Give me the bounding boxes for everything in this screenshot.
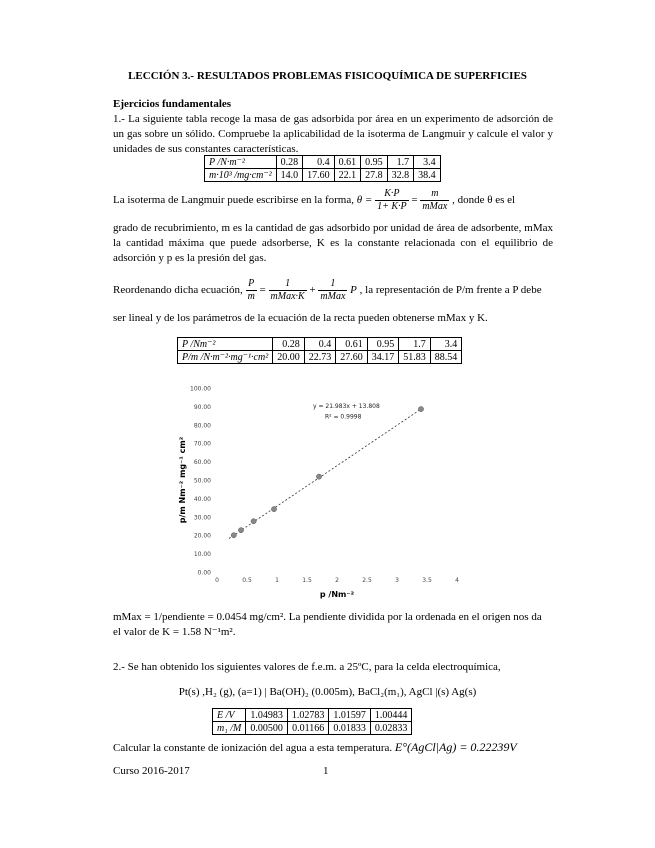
table-cell: 0.61 [336, 338, 368, 351]
eq2-plus: + [309, 284, 316, 297]
result-line-1: mMax = 1/pendiente = 0.0454 mg/cm². La pendiente dividida por la ordenada en el origen nos da [113, 611, 542, 623]
table-cell: 17.60 [303, 169, 335, 182]
table-cell: 0.01166 [287, 722, 329, 735]
eq2-var: P [350, 284, 357, 297]
table-cell: 3.4 [430, 338, 462, 351]
ex2-question-line [113, 740, 553, 755]
table-row [178, 338, 462, 351]
table-cell: 88.54 [430, 351, 462, 364]
y-tick-label: 60.00 [193, 459, 211, 467]
eq2-num2: 1 [269, 278, 307, 291]
y-tick-label: 70.00 [193, 440, 211, 448]
table-adsorption [204, 155, 441, 182]
page-number: 1 [323, 765, 329, 777]
r-squared: R² = 0.9998 [325, 413, 362, 421]
data-point [238, 528, 243, 533]
table-cell: 0.95 [367, 338, 399, 351]
eq2-num1: P [246, 278, 257, 291]
eq2-fraction-c [318, 278, 347, 303]
page-title: LECCIÓN 3.- RESULTADOS PROBLEMAS FISICOQUÍMICA DE SUPERFICIES [128, 70, 527, 82]
row-label: m₁ /M [213, 722, 246, 735]
trendline-equation: y = 21.983x + 13.808 [313, 403, 380, 411]
table-cell: 14.0 [276, 169, 303, 182]
table-row [213, 709, 412, 722]
table-cell: 1.00444 [370, 709, 412, 722]
table-cell: 0.4 [304, 338, 336, 351]
y-tick-label: 40.00 [193, 495, 211, 503]
data-point [271, 507, 276, 512]
result-line-2: el valor de K = 1.58 N⁻¹m². [113, 626, 236, 638]
eq1-den2: mMax [422, 201, 448, 212]
x-tick-label: 2 [335, 577, 339, 584]
data-point [251, 519, 256, 524]
x-tick-label: 3.5 [422, 577, 432, 584]
table-cell: 27.60 [336, 351, 368, 364]
e0-value: E°(AgCl|Ag) = 0.22239V [394, 740, 517, 754]
row-label: P /N·m⁻² [205, 156, 277, 169]
table-cell: 1.04983 [246, 709, 288, 722]
table-row [178, 351, 462, 364]
row-label: P/m /N·m⁻²·mg⁻¹·cm² [178, 351, 273, 364]
y-axis-label: p/m Nm⁻² mg⁻¹ cm² [178, 436, 187, 524]
ex1-intro: 1.- La siguiente tabla recoge la masa de gas adsorbida por área en un experimento de adsorción de un gas sobre un sólido. Compruebe la aplicabilidad de la isoterma de Langmuir y calcule el valor y unidades de sus constantes características. [113, 113, 553, 155]
langmuir-line [113, 188, 553, 213]
table-cell: 32.8 [387, 169, 414, 182]
data-point [418, 406, 423, 411]
x-axis-label: p /Nm⁻² [319, 590, 355, 599]
eq1-fraction-a [375, 188, 409, 213]
data-point [316, 474, 321, 479]
x-tick-label: 1.5 [302, 577, 312, 584]
table-cell: 1.7 [399, 338, 431, 351]
eq2-num3: 1 [318, 278, 347, 291]
eq2-fraction-a [246, 278, 257, 303]
eq2-den2: mMax·K [270, 291, 305, 302]
x-tick-label: 3 [395, 577, 399, 584]
table-cell: 22.73 [304, 351, 336, 364]
table-cell: 0.02833 [370, 722, 412, 735]
y-tick-label: 10.00 [193, 551, 211, 559]
y-tick-label: 0.00 [197, 569, 211, 577]
x-tick-label: 1 [275, 577, 279, 584]
table-cell: 0.00500 [246, 722, 288, 735]
table-row [205, 156, 441, 169]
table-cell: 22.1 [334, 169, 361, 182]
table-linearized [177, 337, 462, 364]
table-cell: 20.00 [273, 351, 305, 364]
table-cell: 0.28 [276, 156, 303, 169]
cell-notation: Pt(s) ,H₂ (g), (a=1) | Ba(OH)₂ (0.005m), BaCl₂(m₁), AgCl |(s) Ag(s) [178, 686, 477, 698]
table-row [205, 169, 441, 182]
eq2-fraction-b [269, 278, 307, 303]
reorder-tail: , la representación de P/m frente a P debe [359, 284, 542, 297]
row-label: m·10³ /mg·cm⁻² [205, 169, 277, 182]
footer-course: Curso 2016-2017 [113, 765, 190, 777]
table-cell: 0.28 [273, 338, 305, 351]
table-cell: 51.83 [399, 351, 431, 364]
x-tick-label: 4 [455, 577, 459, 584]
y-tick-label: 30.00 [193, 514, 211, 522]
table-cell: 38.4 [414, 169, 441, 182]
trendline [229, 407, 424, 538]
data-point [231, 533, 236, 538]
langmuir-lead: La isoterma de Langmuir puede escribirse en la forma, [113, 194, 354, 207]
y-tick-label: 50.00 [193, 477, 211, 485]
table-row [213, 722, 412, 735]
row-label: E /V [213, 709, 246, 722]
eq1-fraction-b [420, 188, 449, 213]
x-tick-label: 2.5 [362, 577, 372, 584]
langmuir-chart [165, 378, 475, 608]
table-cell: 1.01597 [329, 709, 371, 722]
langmuir-legend: grado de recubrimiento, m es la cantidad de gas adsorbido por unidad de área de adsorbente, mMax la cantidad máxima que puede adsorberse, K es la constante relacionada con el equilibrio de adsorción y p es la presión del gas. [113, 222, 553, 264]
y-tick-label: 20.00 [193, 532, 211, 540]
table-cell: 0.95 [361, 156, 388, 169]
table-cell: 0.4 [303, 156, 335, 169]
table-cell: 0.61 [334, 156, 361, 169]
eq2-eq: = [259, 284, 266, 297]
section-heading: Ejercicios fundamentales [113, 98, 232, 110]
eq1-mid: = [411, 194, 418, 207]
table-cell: 27.8 [361, 169, 388, 182]
eq1-num1: K·P [375, 188, 409, 201]
langmuir-tail: , donde θ es el [452, 194, 516, 207]
table-cell: 3.4 [414, 156, 441, 169]
eq1-num2: m [420, 188, 449, 201]
reorder-tail-2: ser lineal y de los parámetros de la ecuación de la recta pueden obtenerse mMax y K. [113, 312, 488, 324]
table-emf [212, 708, 412, 735]
table-cell: 1.02783 [287, 709, 329, 722]
table-cell: 1.7 [387, 156, 414, 169]
ex2-question: Calcular la constante de ionización del agua a esta temperatura. [113, 742, 393, 754]
y-tick-label: 100.00 [190, 385, 211, 393]
eq1-lhs: θ = [356, 194, 373, 207]
reorder-lead: Reordenando dicha ecuación, [113, 284, 243, 297]
eq2-den1: m [247, 291, 255, 302]
eq1-den1: 1+ K·P [377, 201, 407, 212]
x-tick-label: 0 [215, 577, 219, 584]
x-tick-label: 0.5 [242, 577, 252, 584]
eq2-den3: mMax [320, 291, 346, 302]
ex2-intro: 2.- Se han obtenido los siguientes valores de f.e.m. a 25ºC, para la celda electroquímica, [113, 661, 501, 673]
table-cell: 34.17 [367, 351, 399, 364]
reorder-line [113, 278, 553, 303]
row-label: P /Nm⁻² [178, 338, 273, 351]
y-tick-label: 90.00 [193, 403, 211, 411]
y-tick-label: 80.00 [193, 422, 211, 430]
table-cell: 0.01833 [329, 722, 371, 735]
